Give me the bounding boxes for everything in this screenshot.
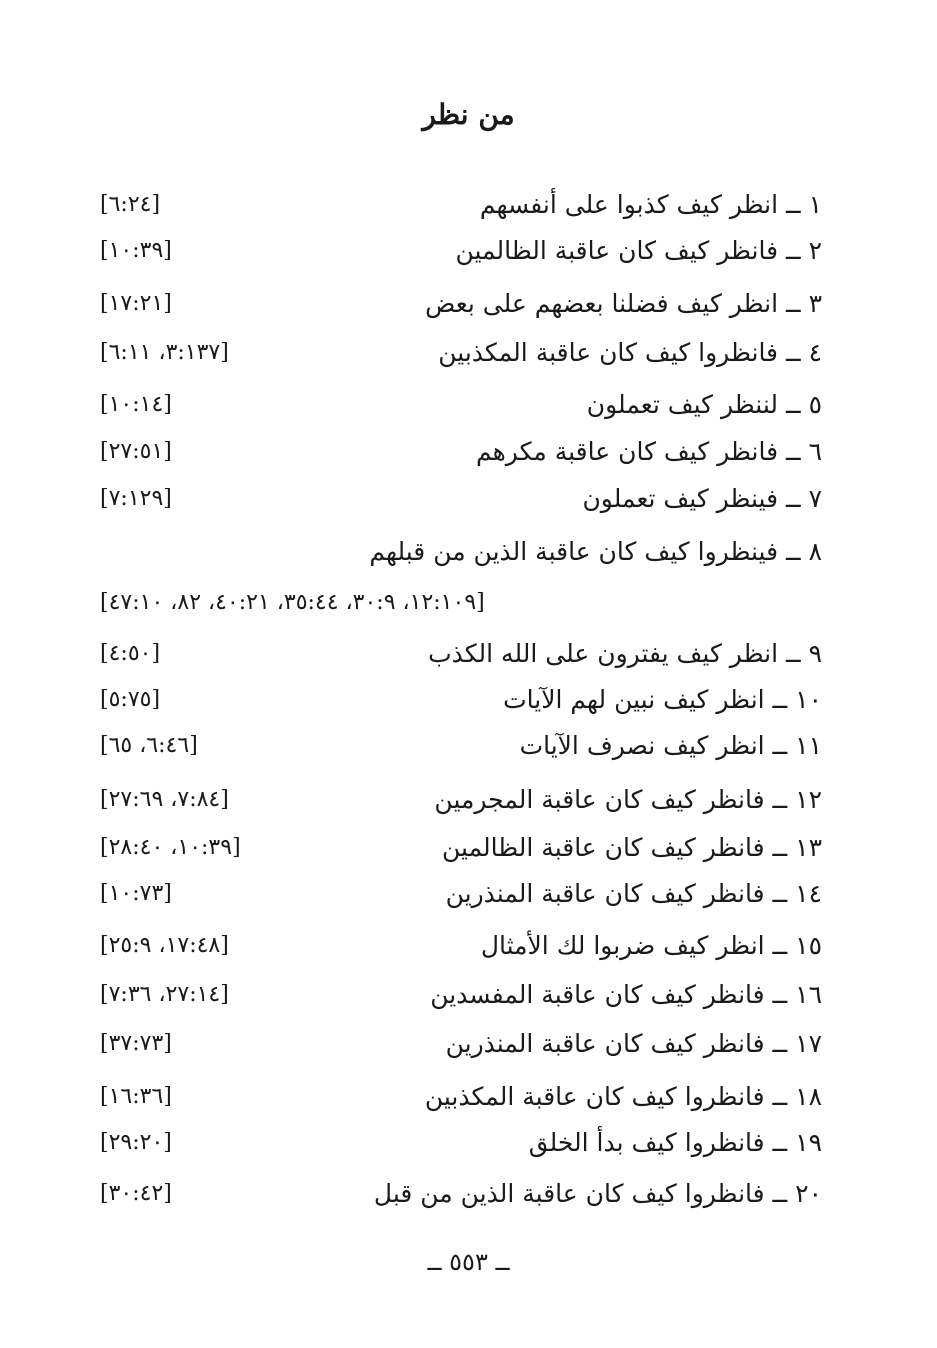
- verse-reference: [١٢:١٠٩، ٣٠:٩، ٣٥:٤٤، ٤٠:٢١، ٨٢، ٤٧:١٠]: [100, 590, 485, 615]
- verse-text: ١٦ ــ فانظر كيف كان عاقبة المفسدين: [430, 980, 822, 1009]
- verse-text: ٤ ــ فانظروا كيف كان عاقبة المكذبين: [438, 338, 822, 367]
- verse-text: ٢ ــ فانظر كيف كان عاقبة الظالمين: [455, 236, 822, 265]
- verse-reference: [٣:١٣٧، ٦:١١]: [100, 340, 229, 365]
- entry-row: [0, 479, 937, 519]
- verse-text: ١ ــ انظر كيف كذبوا على أنفسهم: [479, 190, 822, 219]
- verse-reference: [٤:٥٠]: [100, 641, 161, 666]
- verse-reference: [١٠:٣٩، ٢٨:٤٠]: [100, 835, 241, 860]
- verse-text: ١٥ ــ انظر كيف ضربوا لك الأمثال: [480, 931, 822, 960]
- entry-row: [0, 975, 937, 1015]
- verse-text: ١٨ ــ فانظروا كيف كان عاقبة المكذبين: [424, 1082, 822, 1111]
- verse-reference: [٣٧:٧٣]: [100, 1031, 172, 1056]
- entry-row: [0, 532, 937, 572]
- entry-row: [0, 634, 937, 674]
- entry-row: [0, 1077, 937, 1117]
- entry-row: [0, 432, 937, 472]
- entry-row: [0, 780, 937, 820]
- entry-row: [0, 185, 937, 225]
- verse-text: ٦ ــ فانظر كيف كان عاقبة مكرهم: [475, 437, 822, 466]
- verse-reference: [٦:٢٤]: [100, 192, 161, 217]
- verse-text: ٥ ــ لننظر كيف تعملون: [586, 390, 822, 419]
- entry-row: [0, 1123, 937, 1163]
- verse-text: ١٧ ــ فانظر كيف كان عاقبة المنذرين: [445, 1029, 822, 1058]
- verse-text: ١١ ــ انظر كيف نصرف الآيات: [519, 731, 822, 760]
- entry-row: [0, 284, 937, 324]
- page-title: من نظر: [422, 98, 515, 131]
- verse-text: ١٤ ــ فانظر كيف كان عاقبة المنذرين: [445, 879, 822, 908]
- entry-row: [0, 828, 937, 868]
- verse-reference: [١٦:٣٦]: [100, 1084, 172, 1109]
- verse-reference: [١٠:٣٩]: [100, 238, 172, 263]
- verse-text: ١٣ ــ فانظر كيف كان عاقبة الظالمين: [442, 833, 822, 862]
- entry-row: [0, 1174, 937, 1214]
- verse-reference: [١٠:١٤]: [100, 392, 172, 417]
- verse-reference: [١٧:٢١]: [100, 291, 172, 316]
- verse-reference: [٦:٤٦، ٦٥]: [100, 733, 198, 758]
- entry-row: [0, 726, 937, 766]
- entry-row: [0, 926, 937, 966]
- verse-text: ١٢ ــ فانظر كيف كان عاقبة المجرمين: [434, 785, 822, 814]
- verse-text: ٧ ــ فينظر كيف تعملون: [582, 484, 822, 513]
- verse-text: ١٠ ــ انظر كيف نبين لهم الآيات: [503, 685, 822, 714]
- verse-reference: [٢٧:١٤، ٧:٣٦]: [100, 982, 229, 1007]
- verse-reference: [٢٧:٥١]: [100, 439, 172, 464]
- verse-reference: [٥:٧٥]: [100, 687, 161, 712]
- verse-reference: [٧:٨٤، ٢٧:٦٩]: [100, 787, 229, 812]
- verse-reference: [٧:١٢٩]: [100, 486, 172, 511]
- verse-text: ٣ ــ انظر كيف فضلنا بعضهم على بعض: [425, 289, 822, 318]
- page-number: ــ ٥٥٣ ــ: [427, 1248, 510, 1276]
- verse-text: ٢٠ ــ فانظروا كيف كان عاقبة الذين من قبل: [373, 1179, 822, 1208]
- verse-reference: [٣٠:٤٢]: [100, 1181, 172, 1206]
- verse-text: ٩ ــ انظر كيف يفترون على الله الكذب: [428, 639, 822, 668]
- verse-text: ٨ ــ فينظروا كيف كان عاقبة الذين من قبلهم: [369, 537, 822, 566]
- verse-reference: [١٧:٤٨، ٢٥:٩]: [100, 933, 229, 958]
- verse-reference: [٢٩:٢٠]: [100, 1130, 172, 1155]
- verse-text: ١٩ ــ فانظروا كيف بدأ الخلق: [528, 1128, 822, 1157]
- entry-row: [0, 680, 937, 720]
- verse-reference: [١٠:٧٣]: [100, 881, 172, 906]
- entry-row: [0, 874, 937, 914]
- entry-row: [0, 385, 937, 425]
- entry-row: [0, 1024, 937, 1064]
- entry-row-continuation: [0, 583, 937, 623]
- entry-row: [0, 231, 937, 271]
- entry-row: [0, 333, 937, 373]
